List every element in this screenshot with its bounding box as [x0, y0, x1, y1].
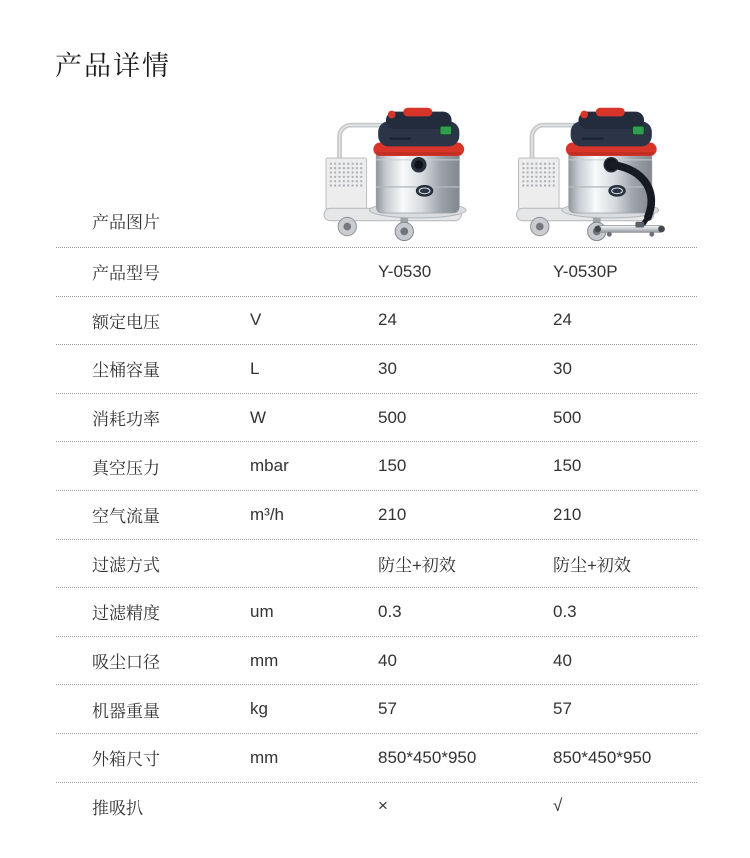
spec-value-y0530: ×	[378, 796, 388, 816]
product-image-row	[56, 97, 697, 247]
spec-unit: m³/h	[250, 504, 284, 524]
spec-unit: kg	[250, 699, 268, 719]
table-row	[56, 490, 697, 539]
spec-value-y0530p: 40	[553, 650, 572, 670]
spec-label: 过滤方式	[92, 555, 160, 575]
spec-rows	[56, 247, 697, 830]
spec-value-y0530: 0.3	[378, 601, 402, 621]
table-row	[56, 539, 697, 588]
spec-unit: um	[250, 601, 274, 621]
spec-value-y0530p: 57	[553, 699, 572, 719]
table-row	[56, 636, 697, 685]
spec-value-y0530: 40	[378, 650, 397, 670]
spec-value-y0530p: 24	[553, 310, 572, 330]
spec-unit: V	[250, 310, 262, 330]
spec-label: 额定电压	[92, 312, 160, 332]
spec-value-y0530: 57	[378, 699, 397, 719]
spec-value-y0530: 500	[378, 407, 407, 427]
spec-label: 尘桶容量	[92, 361, 160, 381]
table-row	[56, 393, 697, 442]
spec-value-y0530p: 30	[553, 358, 572, 378]
page-title: 产品详情	[55, 51, 171, 81]
spec-label: 真空压力	[92, 458, 160, 478]
spec-value-y0530p: √	[553, 796, 563, 816]
table-row	[56, 296, 697, 345]
spec-value-y0530: 210	[378, 504, 407, 524]
table-row	[56, 441, 697, 490]
spec-value-y0530: 150	[378, 456, 407, 476]
spec-value-y0530p: 0.3	[553, 601, 577, 621]
spec-value-y0530: 850*450*950	[378, 747, 477, 767]
spec-label: 消耗功率	[92, 410, 160, 430]
image-row-label: 产品图片	[92, 213, 160, 232]
spec-label: 机器重量	[92, 701, 160, 721]
spec-unit: mm	[250, 747, 279, 767]
spec-unit: W	[250, 407, 267, 427]
spec-unit: mbar	[250, 456, 289, 476]
spec-unit: mm	[250, 650, 279, 670]
table-row	[56, 344, 697, 393]
product-image-y0530p	[510, 100, 670, 243]
spec-value-y0530p: 150	[553, 456, 582, 476]
spec-table	[56, 97, 697, 830]
table-row	[56, 247, 697, 296]
spec-label: 过滤精度	[92, 604, 160, 624]
spec-label: 外箱尺寸	[92, 750, 160, 770]
spec-value-y0530: 30	[378, 358, 397, 378]
spec-unit: L	[250, 358, 260, 378]
spec-label: 吸尘口径	[92, 653, 160, 673]
spec-value-y0530p: 500	[553, 407, 582, 427]
spec-value-y0530p: 850*450*950	[553, 747, 652, 767]
product-image-y0530	[320, 100, 475, 243]
spec-value-y0530: 24	[378, 310, 397, 330]
spec-label: 推吸扒	[92, 798, 143, 818]
table-row	[56, 684, 697, 733]
table-row	[56, 587, 697, 636]
spec-label: 空气流量	[92, 507, 160, 527]
spec-value-y0530p: 防尘+初效	[553, 555, 631, 575]
spec-value-y0530: Y-0530	[378, 261, 432, 281]
table-row	[56, 733, 697, 782]
spec-value-y0530: 防尘+初效	[378, 555, 456, 575]
spec-value-y0530p: 210	[553, 504, 582, 524]
table-row	[56, 782, 697, 831]
spec-label: 产品型号	[92, 264, 160, 284]
spec-value-y0530p: Y-0530P	[553, 261, 618, 281]
